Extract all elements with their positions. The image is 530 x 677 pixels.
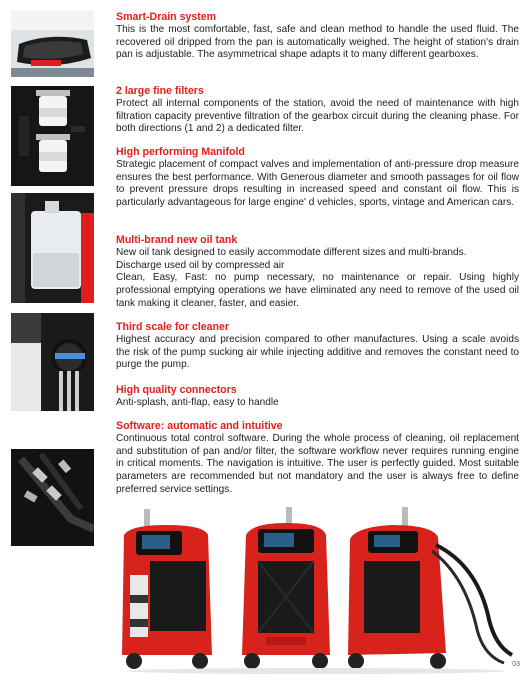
machine-center [242, 507, 330, 669]
section-title: Third scale for cleaner [116, 321, 230, 333]
oil-tank-section [116, 234, 519, 311]
connectors-section [116, 384, 519, 410]
section-title: High quality connectors [116, 384, 237, 396]
section-body: Continuous total control software. During the whole process of cleaning, oil replacement and substitution of pan and/or filter, the software workflow never requires running engine in critical moments. The navigation is intuitive. The user is perfectly guided. Most suitable parameters are recommended but not mandatory and the user is always free to define preferred service settings. [116, 433, 519, 495]
section-body-3: Clean, Easy, Fast: no pump necessary, no maintenance or repair. Using highly professional emptying operations we have eliminated any need to remove of the used oil tank making it cleaner, faster, and easier. [116, 272, 519, 309]
section-body: Protect all internal components of the station, avoid the need of maintenance with high filtration capacity preventive filtration of the gearbox circuit during the cleaning phase. For both directions (1 and 2) a dedicated filter. [116, 98, 519, 135]
scale-photo [11, 313, 94, 411]
smart-drain-section [116, 11, 519, 62]
manifold-section [116, 146, 519, 210]
connectors-photo [11, 449, 94, 546]
section-body: Anti-splash, anti-flap, easy to handle [116, 397, 279, 408]
section-title: Smart-Drain system [116, 11, 217, 23]
section-body-2: Discharge used oil by compressed air [116, 259, 285, 271]
oil-tank-photo [11, 193, 94, 303]
section-body: Highest accuracy and precision compared to other manufactures. Using a scale avoids the risk of the pump sucking air while injecting additive and removes the constant need to purge the pump. [116, 334, 519, 371]
section-title: High performing Manifold [116, 146, 245, 158]
section-body: This is the most comfortable, fast, safe and clean method to handle the used fluid. The recovered oil dripped from the pan is automatically weighed. The height of station's drain pan is adjustable. The asymmetrical shape adapts it to many different gearboxes. [116, 24, 519, 61]
software-section [116, 420, 519, 497]
scale-section [116, 321, 519, 372]
section-body: New oil tank designed to easily accommodate different sizes and multi-brands. [116, 247, 467, 258]
smart-drain-photo [11, 10, 94, 77]
section-title: Multi-brand new oil tank [116, 234, 238, 246]
machine-right [348, 507, 512, 669]
section-title: 2 large fine filters [116, 85, 204, 97]
section-title: Software: automatic and intuitive [116, 420, 283, 432]
section-body: Strategic placement of compact valves and implementation of anti-pressure drop measure ensures the best performance. With Generous diameter and smooth passages for oil flow to prevent pressure drops resulting in increased speed and constant oil flow. This is particularly advantageous for large engine' d vehicles, sports, vintage and American cars. [116, 159, 519, 209]
machines-photo [116, 505, 520, 675]
page-number: 03 [512, 661, 520, 668]
machine-left [122, 509, 212, 669]
fine-filters-photo [11, 86, 94, 186]
fine-filters-section [116, 85, 519, 136]
